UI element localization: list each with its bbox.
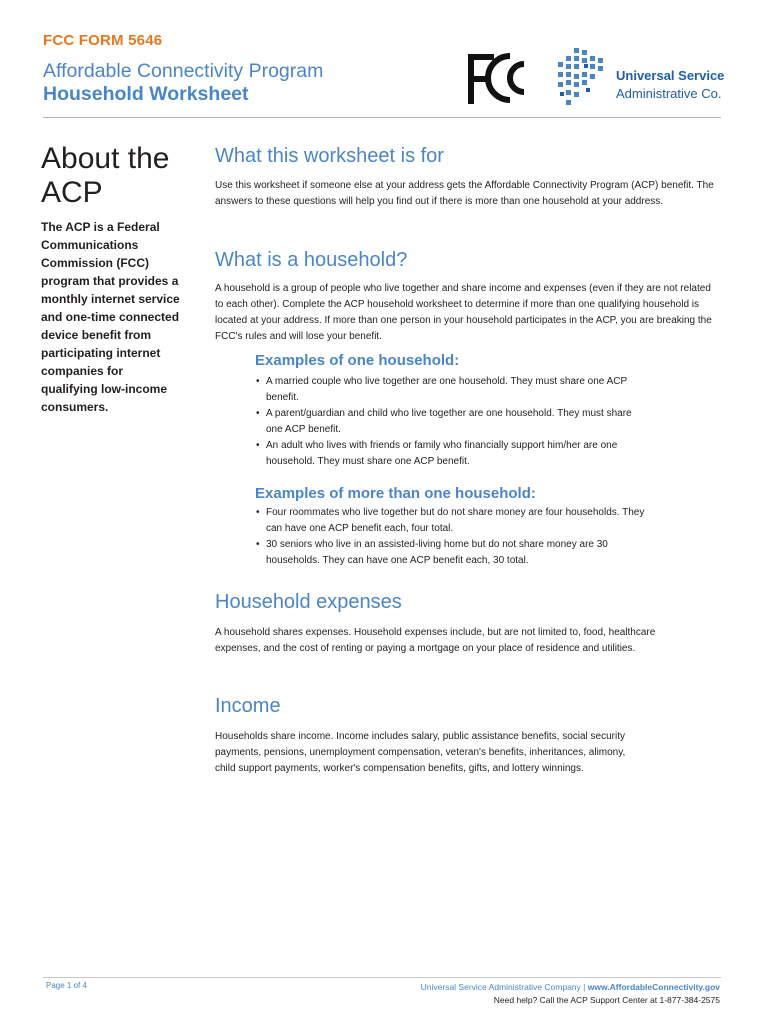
footer-divider: [43, 977, 721, 978]
fcc-logo: [466, 50, 530, 111]
usac-logo-mark: [556, 48, 612, 112]
list-one-household: [256, 374, 636, 470]
heading-worksheet-for: What this worksheet is for: [215, 145, 444, 167]
worksheet-title: Household Worksheet: [43, 83, 249, 105]
sidebar-title-line1: About the: [41, 142, 170, 175]
fcc-logo-mark: [466, 50, 530, 106]
footer-company: Universal Service Administrative Company: [420, 982, 581, 992]
heading-income: Income: [215, 695, 281, 717]
body-worksheet-for: Use this worksheet if someone else at your address gets the Affordable Connectivity Program (ACP) benefit. The answers to these questions will help you find out if there is more than one household at your address.: [215, 180, 714, 207]
heading-one-household: Examples of one household:: [255, 352, 460, 369]
sidebar-title: [41, 142, 169, 210]
program-title: Affordable Connectivity Program: [43, 60, 324, 82]
body-expenses: A household shares expenses. Household expenses include, but are not limited to, food, healthcare expenses, and the cost of renting or paying a mortgage on your place of residence and utilities.: [215, 627, 656, 654]
list-multi-household: [256, 505, 656, 569]
heading-expenses: Household expenses: [215, 591, 402, 613]
heading-multi-household: Examples of more than one household:: [255, 485, 536, 502]
heading-household: What is a household?: [215, 249, 408, 271]
header-divider: [43, 117, 721, 118]
list-item: • Four roommates who live together but do not share money are four households. They can have one ACP benefit each, four total.: [256, 505, 656, 537]
page-number: Page 1 of 4: [46, 981, 87, 990]
list-item: • An adult who lives with friends or family who financially support him/her are one household. They must share one ACP benefit.: [256, 438, 636, 470]
list-item: • A parent/guardian and child who live together are one household. They must share one ACP benefit.: [256, 406, 636, 438]
body-income: Households share income. Income includes salary, public assistance benefits, social security payments, pensions, unemployment compensation, veteran's benefits, inheritances, alimony, child support payments, worker's compensation benefits, gifts, and lottery winnings.: [215, 731, 626, 774]
footer-url-link[interactable]: www.AffordableConnectivity.gov: [587, 982, 720, 992]
list-item: • A married couple who live together are one household. They must share one ACP benefit.: [256, 374, 636, 406]
usac-logo: [556, 48, 612, 117]
list-item: • 30 seniors who live in an assisted-living home but do not share money are 30 households. They can have one ACP benefit each, 30 total.: [256, 537, 656, 569]
footer-help: Need help? Call the ACP Support Center at 1-877-384-2575: [493, 995, 720, 1005]
form-number: FCC FORM 5646: [43, 32, 163, 49]
footer-company-line: [421, 982, 720, 992]
body-household: A household is a group of people who live together and share income and expenses (even if they are not related to each other). Complete the ACP household worksheet to determine if more than one qualifying household is located at your address. If more than one person in your household participates in the ACP, you are breaking the FCC's rules and will lose your benefit.: [215, 283, 712, 342]
sidebar-description: The ACP is a Federal Communications Commission (FCC) program that provides a monthly internet service and one-time connected device benefit from participating internet companies for qualifying low-income consumers.: [41, 220, 180, 414]
usac-name-line1: Universal Service: [616, 68, 725, 83]
usac-name-line2: Administrative Co.: [616, 86, 722, 101]
sidebar-title-line2: ACP: [41, 176, 103, 209]
footer-separator: |: [583, 982, 586, 992]
